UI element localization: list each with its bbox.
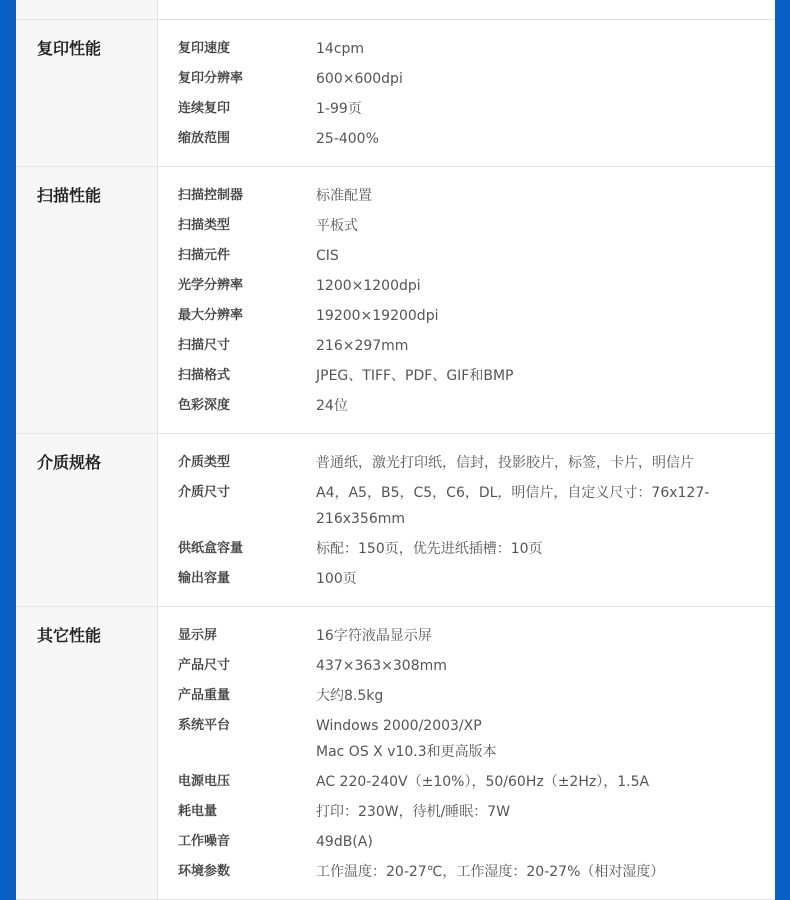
- spec-section: [16, 434, 775, 607]
- spec-section: [16, 20, 775, 167]
- spec-table: [16, 0, 775, 900]
- spec-value-line: 16字符液晶显示屏: [316, 628, 432, 644]
- spec-value-line: 14cpm: [316, 41, 365, 57]
- spec-label: 扫描类型: [178, 218, 231, 233]
- spec-section: [16, 167, 775, 434]
- spec-value: [316, 96, 716, 122]
- spec-value: [316, 536, 716, 562]
- section-title: 扫描性能: [16, 167, 158, 433]
- spec-value: [316, 859, 716, 885]
- spec-value-line: 216×297mm: [316, 338, 409, 354]
- spec-value-line: Mac OS X v10.3和更高版本: [316, 744, 497, 760]
- spec-value-line: 600×600dpi: [316, 71, 403, 87]
- spec-value-line: 49dB(A): [316, 834, 373, 850]
- spec-value-line: 工作温度：20-27℃，工作湿度：20-27%（相对湿度）: [316, 864, 665, 880]
- spec-label: 光学分辨率: [178, 278, 244, 293]
- spec-row: [178, 564, 775, 594]
- spec-value-line: Windows 2000/2003/XP: [316, 718, 482, 734]
- spec-label: 扫描元件: [178, 248, 231, 263]
- spec-value: [316, 66, 716, 92]
- spec-label: 最大分辨率: [178, 308, 244, 323]
- spec-label: 缩放范围: [178, 131, 231, 146]
- spec-label: 复印速度: [178, 41, 231, 56]
- spec-row: [178, 448, 775, 478]
- spec-value-line: 1200×1200dpi: [316, 278, 421, 294]
- spec-value-line: 24位: [316, 398, 348, 414]
- spec-value: [316, 303, 716, 329]
- spec-row: [178, 181, 775, 211]
- previous-section-stub: [16, 0, 775, 20]
- spec-label: 显示屏: [178, 628, 218, 643]
- spec-row: [178, 34, 775, 64]
- spec-value: [316, 450, 716, 476]
- spec-row: [178, 681, 775, 711]
- spec-label: 复印分辨率: [178, 71, 244, 86]
- spec-row: [178, 478, 775, 534]
- spec-value-line: CIS: [316, 248, 339, 264]
- spec-value-line: 普通纸，激光打印纸，信封，投影胶片，标签，卡片，明信片: [316, 455, 694, 471]
- spec-value: [316, 566, 716, 592]
- spec-value-line: AC 220-240V（±10%），50/60Hz（±2Hz），1.5A: [316, 774, 650, 790]
- spec-value: [316, 713, 716, 765]
- spec-value: [316, 799, 716, 825]
- spec-row: [178, 621, 775, 651]
- spec-value-line: 标配：150页，优先进纸插槽：10页: [316, 541, 543, 557]
- spec-label: 扫描控制器: [178, 188, 244, 203]
- section-title: 介质规格: [16, 434, 158, 606]
- spec-row: [178, 64, 775, 94]
- section-title: 复印性能: [16, 20, 158, 166]
- spec-label: 介质类型: [178, 455, 231, 470]
- spec-value: [316, 213, 716, 239]
- spec-label: 色彩深度: [178, 398, 231, 413]
- spec-label: 供纸盒容量: [178, 541, 244, 556]
- spec-row: [178, 94, 775, 124]
- spec-row: [178, 124, 775, 154]
- spec-value-line: A4，A5，B5，C5，C6，DL，明信片，自定义尺寸：76x127-: [316, 485, 710, 501]
- spec-row: [178, 271, 775, 301]
- spec-row: [178, 827, 775, 857]
- spec-label: 工作噪音: [178, 834, 231, 849]
- spec-rows: [158, 20, 775, 166]
- section-title-stub: [16, 0, 158, 19]
- spec-value-line: 大约8.5kg: [316, 688, 384, 704]
- spec-row: [178, 857, 775, 887]
- spec-value-line: 100页: [316, 571, 357, 587]
- spec-value: [316, 273, 716, 299]
- spec-rows: [158, 607, 775, 899]
- spec-value-line: 19200×19200dpi: [316, 308, 439, 324]
- spec-value: [316, 393, 716, 419]
- spec-row: [178, 211, 775, 241]
- spec-value-line: 打印：230W，待机/睡眠：7W: [316, 804, 511, 820]
- spec-value-line: JPEG、TIFF、PDF、GIF和BMP: [316, 368, 514, 384]
- spec-row: [178, 767, 775, 797]
- spec-label: 耗电量: [178, 804, 218, 819]
- spec-row: [178, 241, 775, 271]
- spec-label: 扫描格式: [178, 368, 231, 383]
- spec-label: 产品尺寸: [178, 658, 231, 673]
- spec-value: [316, 829, 716, 855]
- spec-value-line: 平板式: [316, 218, 358, 234]
- spec-value-line: 标准配置: [316, 188, 372, 204]
- spec-row: [178, 797, 775, 827]
- section-title: 其它性能: [16, 607, 158, 899]
- spec-value: [316, 126, 716, 152]
- spec-row: [178, 301, 775, 331]
- spec-label: 系统平台: [178, 718, 231, 733]
- spec-value: [316, 243, 716, 269]
- spec-value: [316, 769, 716, 795]
- spec-value: [316, 480, 716, 532]
- spec-label: 输出容量: [178, 571, 231, 586]
- spec-value: [316, 653, 716, 679]
- spec-value: [316, 36, 716, 62]
- spec-label: 连续复印: [178, 101, 231, 116]
- spec-section: [16, 607, 775, 900]
- spec-rows: [158, 167, 775, 433]
- spec-row: [178, 331, 775, 361]
- spec-value: [316, 683, 716, 709]
- spec-label: 电源电压: [178, 774, 231, 789]
- spec-value: [316, 183, 716, 209]
- spec-value-line: 25-400%: [316, 131, 379, 147]
- spec-row: [178, 711, 775, 767]
- spec-row: [178, 534, 775, 564]
- spec-value-line: 1-99页: [316, 101, 362, 117]
- spec-rows: [158, 434, 775, 606]
- spec-value: [316, 333, 716, 359]
- spec-label: 扫描尺寸: [178, 338, 231, 353]
- spec-value: [316, 623, 716, 649]
- spec-value-line: 437×363×308mm: [316, 658, 447, 674]
- spec-value-line: 216x356mm: [316, 511, 406, 527]
- spec-label: 产品重量: [178, 688, 231, 703]
- spec-row: [178, 361, 775, 391]
- spec-row: [178, 651, 775, 681]
- spec-label: 介质尺寸: [178, 485, 231, 500]
- spec-value: [316, 363, 716, 389]
- spec-row: [178, 391, 775, 421]
- spec-label: 环境参数: [178, 864, 231, 879]
- spec-sections: [16, 20, 775, 900]
